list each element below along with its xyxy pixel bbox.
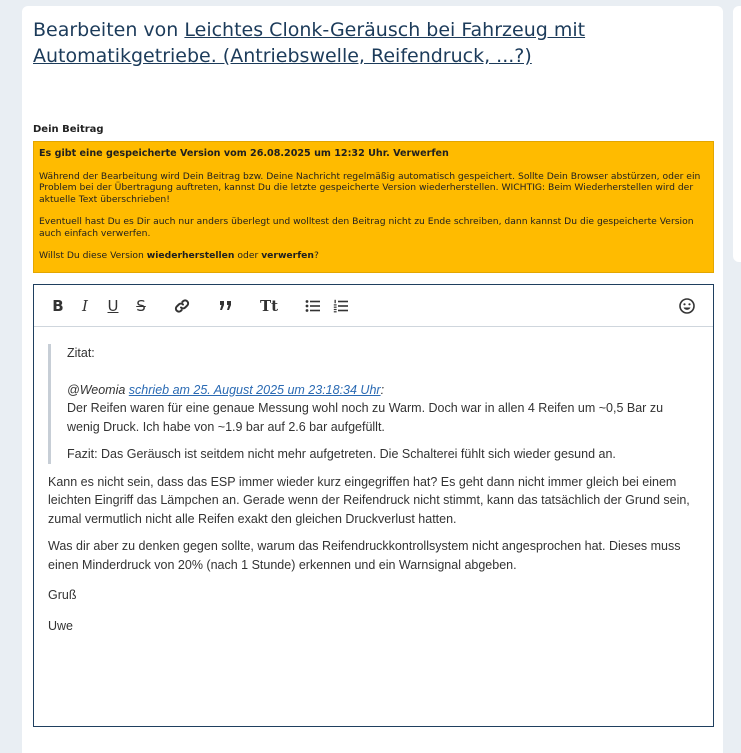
- emoji-icon: [679, 298, 695, 314]
- notice-paragraph-2: Eventuell hast Du es Dir auch nur anders überlegt und wolltest den Beitrag nicht zu Ende schreiben, dann kannst Du die gespeicherte Version auch einfach verwerfen.: [39, 216, 694, 239]
- quote-label: Zitat:: [67, 346, 95, 360]
- post-greeting: Gruß: [48, 588, 77, 602]
- quote-colon: :: [380, 382, 385, 397]
- underline-button[interactable]: U: [107, 297, 119, 315]
- bullet-list-icon: [305, 299, 321, 313]
- quote-button[interactable]: [218, 296, 234, 316]
- ordered-list-button[interactable]: [333, 296, 349, 316]
- page-title: [33, 17, 693, 69]
- side-panel: [733, 6, 741, 262]
- question-prefix: Willst Du diese Version: [39, 250, 147, 261]
- notice-paragraph-1: Während der Bearbeitung wird Dein Beitrag bzw. Deine Nachricht regelmäßig automatisch gespeichert. Sollte Dein Browser abstürzen, oder ein Problem bei der Übertragung auftreten, kannst Du die letzte gespeicherte Version wiederherstellen. WICHTIG: Beim Wiederherstellen wird der aktuelle Text überschrieben!: [39, 170, 701, 205]
- bold-button[interactable]: B: [52, 297, 64, 315]
- question-suffix: ?: [313, 250, 319, 261]
- text-size-button[interactable]: Tt: [260, 297, 279, 315]
- edit-panel: [22, 6, 723, 753]
- quote-author: @Weomia: [67, 382, 126, 397]
- quote-header: [67, 381, 699, 400]
- question-middle: oder: [234, 250, 262, 261]
- editor-toolbar: [34, 285, 713, 327]
- link-icon: [174, 298, 190, 314]
- discard-link[interactable]: verwerfen: [261, 250, 314, 261]
- quote-icon: [218, 299, 234, 313]
- quote-source-link[interactable]: schrieb am 25. August 2025 um 23:18:34 Uhr: [128, 382, 381, 397]
- bullet-list-button[interactable]: [305, 296, 321, 316]
- title-prefix: Bearbeiten von: [33, 19, 185, 41]
- restore-link[interactable]: wiederherstellen: [146, 250, 235, 261]
- notice-headline: Es gibt eine gespeicherte Version vom 26.08.2025 um 12:32 Uhr. Verwerfen: [39, 148, 449, 159]
- section-label: Dein Beitrag: [33, 124, 104, 135]
- post-editor[interactable]: [33, 284, 714, 727]
- emoji-button[interactable]: [679, 296, 695, 316]
- notice-question: [39, 250, 708, 262]
- quote-text-2: Fazit: Das Geräusch ist seitdem nicht mehr aufgetreten. Die Schalterei fühlt sich wieder gesund an.: [67, 447, 616, 461]
- thread-title-link[interactable]: Leichtes Clonk-Geräusch bei Fahrzeug mit Automatikgetriebe. (Antriebswelle, Reifendruck, ...?): [33, 19, 586, 67]
- quote-text-1: Der Reifen waren für eine genaue Messung wohl noch zu Warm. Doch war in allen 4 Reifen um ~0,5 Bar zu wenig Druck. Ich habe von ~1.9 bar auf 2.6 bar aufgefüllt.: [67, 401, 664, 434]
- editor-content[interactable]: [34, 327, 713, 635]
- link-button[interactable]: [174, 296, 190, 316]
- post-paragraph-2: Was dir aber zu denken gegen sollte, warum das Reifendruckkontrollsystem nicht angesprochen hat. Dieses muss einen Minderdruck von 20% (nach 1 Stunde) erkennen und ein Warnsignal abgeben.: [48, 539, 681, 572]
- blockquote: [48, 344, 699, 464]
- post-paragraph-1: Kann es nicht sein, dass das ESP immer wieder kurz eingegriffen hat? Es geht dann nicht immer gleich bei einem leichten Eingriff das Lämpchen an. Gerade wenn der Reifendruck nicht stimmt, kann das tatsächlich der Grund sein, zumal vermutlich nicht alle Reifen exakt den gleichen Druckverlust hatten.: [48, 474, 690, 526]
- strikethrough-button[interactable]: S: [136, 297, 146, 315]
- ordered-list-icon: [333, 299, 349, 313]
- post-signature: Uwe: [48, 618, 74, 633]
- saved-version-notice: [33, 141, 714, 273]
- italic-button[interactable]: I: [82, 297, 88, 315]
